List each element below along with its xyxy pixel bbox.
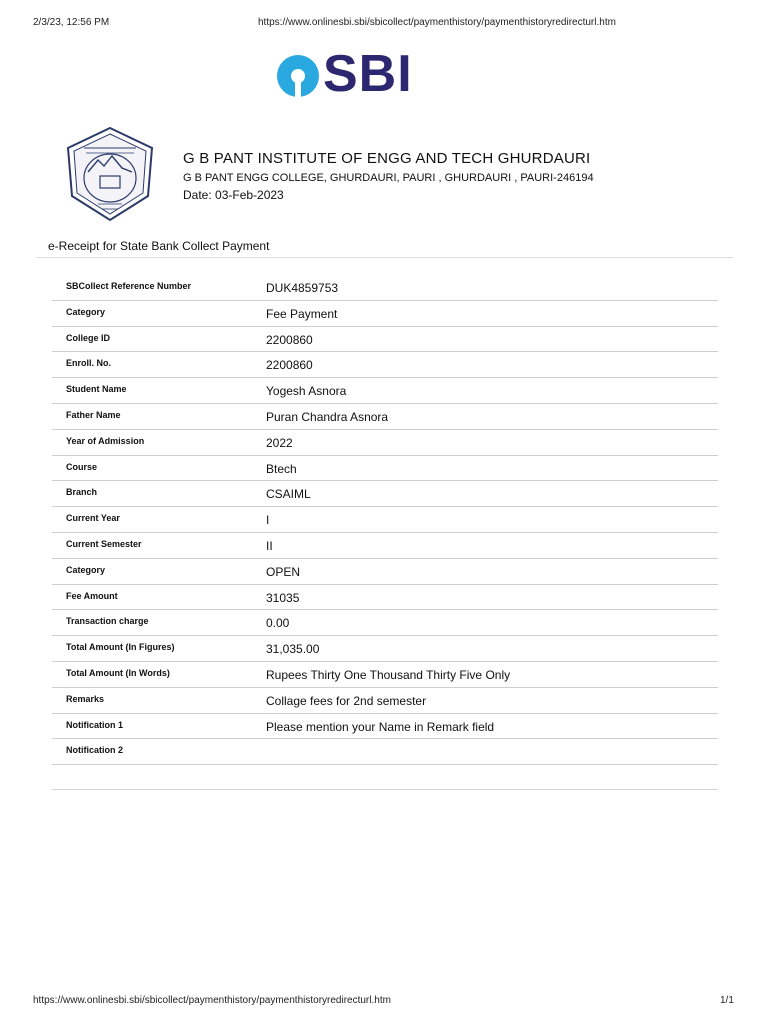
row-value: DUK4859753: [266, 281, 339, 295]
sbi-keyhole-icon: [277, 55, 319, 97]
table-row: [52, 507, 718, 533]
row-value: CSAIML: [266, 487, 311, 502]
row-value: 31,035.00: [266, 642, 320, 657]
row-label: Transaction charge: [66, 616, 149, 627]
row-value: Please mention your Name in Remark field: [266, 719, 495, 734]
row-label: College ID: [66, 332, 111, 343]
row-label: Branch: [66, 487, 98, 498]
row-value: Yogesh Asnora: [266, 384, 347, 399]
row-value: Puran Chandra Asnora: [266, 409, 389, 424]
table-row: [52, 456, 718, 482]
row-value: 2022: [266, 435, 293, 450]
row-value: 2200860: [266, 358, 313, 373]
row-label: Father Name: [66, 409, 121, 420]
divider: [52, 789, 718, 790]
print-footer-url: https://www.onlinesbi.sbi/sbicollect/paymenthistory/paymenthistoryredirecturl.htm: [33, 995, 391, 1006]
institute-name: G B PANT INSTITUTE OF ENGG AND TECH GHURDAURI: [183, 150, 591, 167]
divider: [36, 257, 733, 258]
row-label: Notification 2: [66, 745, 124, 756]
row-value: I: [266, 513, 270, 528]
receipt-date: Date: 03-Feb-2023: [183, 188, 284, 202]
row-label: Fee Amount: [66, 590, 118, 601]
row-label: Remarks: [66, 693, 105, 704]
row-label: Current Semester: [66, 538, 142, 549]
table-row: [52, 662, 718, 688]
row-label: SBCollect Reference Number: [66, 281, 192, 291]
table-row: [52, 404, 718, 430]
table-row: [52, 301, 718, 327]
row-value: Rupees Thirty One Thousand Thirty Five Only: [266, 667, 511, 682]
row-label: Total Amount (In Figures): [66, 642, 175, 653]
table-row: [52, 559, 718, 585]
table-row: [52, 352, 718, 378]
table-row: [52, 275, 718, 301]
row-label: Course: [66, 461, 98, 472]
table-row: [52, 378, 718, 404]
row-label: Student Name: [66, 384, 127, 395]
row-label: Enroll. No.: [66, 358, 111, 369]
row-value: Btech: [266, 461, 297, 476]
table-row: [52, 636, 718, 662]
table-row: [52, 688, 718, 714]
receipt-title: e-Receipt for State Bank Collect Payment: [48, 239, 270, 253]
table-row: [52, 739, 718, 765]
table-row: [52, 430, 718, 456]
table-row: [52, 481, 718, 507]
institute-emblem: [64, 126, 156, 222]
row-label: Year of Admission: [66, 435, 145, 446]
row-label: Category: [66, 564, 106, 575]
table-row: [52, 610, 718, 636]
sbi-logo-text: SBI: [323, 45, 413, 103]
row-value: Fee Payment: [266, 306, 338, 321]
row-label: Total Amount (In Words): [66, 667, 170, 678]
row-label: Notification 1: [66, 719, 124, 730]
row-value: 0.00: [266, 616, 290, 631]
row-label: Current Year: [66, 513, 120, 524]
row-value: 2200860: [266, 332, 313, 347]
row-value: 31035: [266, 590, 300, 605]
sbi-logo: [277, 45, 427, 103]
row-value: II: [266, 538, 273, 553]
print-date-time: 2/3/23, 12:56 PM: [33, 17, 110, 28]
table-row: [52, 533, 718, 559]
row-value: Collage fees for 2nd semester: [266, 693, 427, 708]
table-row: [52, 714, 718, 740]
institute-address: G B PANT ENGG COLLEGE, GHURDAURI, PAURI , GHURDAURI , PAURI-246194: [183, 172, 594, 184]
row-label: Category: [66, 306, 106, 317]
table-row: [52, 327, 718, 353]
print-page-url: https://www.onlinesbi.sbi/sbicollect/paymenthistory/paymenthistoryredirecturl.htm: [258, 17, 616, 28]
page-number: 1/1: [720, 995, 734, 1006]
table-row: [52, 585, 718, 611]
row-value: OPEN: [266, 564, 301, 579]
receipt-table: [52, 275, 718, 765]
